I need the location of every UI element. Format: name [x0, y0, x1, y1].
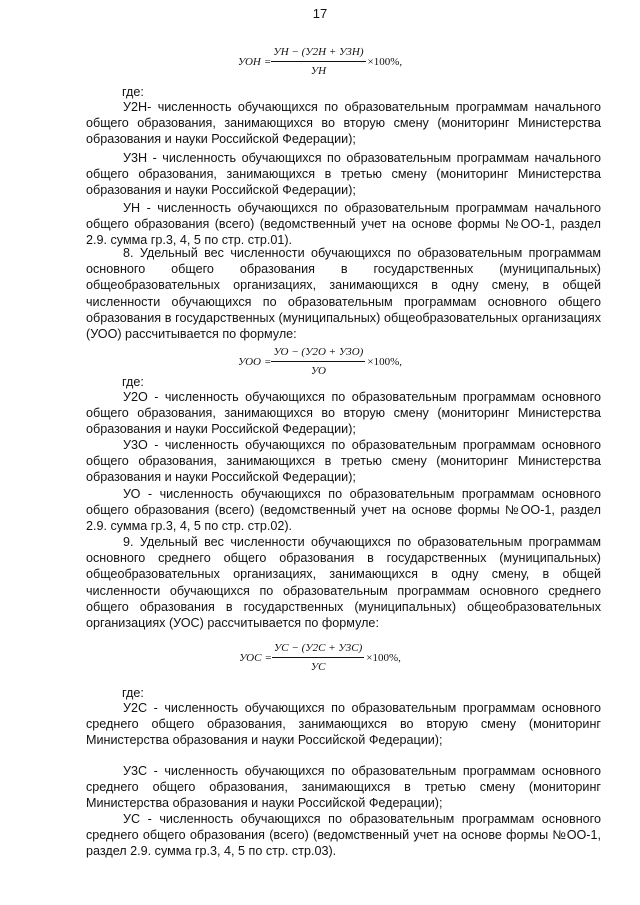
definition-uo: УО - численность обучающихся по образовательным программам основного общего образования (всего) (ведомственный учет на основе формы №ОО-1, раздел 2.9. сумма гр.3, 4, 5 по стр. стр.02). — [86, 487, 601, 534]
formula-tail: ×100%, — [366, 651, 401, 664]
where-label: где: — [122, 85, 144, 99]
formula-lhs: УОС — [239, 651, 262, 664]
definition-un: УН - численность обучающихся по образовательным программам начального общего образования (всего) (ведомственный учет на основе формы №ОО-1, раздел 2.9. сумма гр.3, 4, 5 по стр. стр.01). — [86, 201, 601, 248]
where-label: где: — [122, 375, 144, 389]
definition-us: УС - численность обучающихся по образовательным программам основного среднего общего образования (всего) (ведомственный учет на основе формы №ОО-1, раздел 2.9. сумма гр.3, 4, 5 по стр. стр.03). — [86, 812, 601, 859]
formula-denominator: УО — [310, 365, 326, 378]
definition-u3s: У3С - численность обучающихся по образовательным программам основного среднего общего образования, занимающихся в третью смену (мониторинг Министерства образования и науки Российской Федерации); — [86, 764, 601, 811]
formula-lhs: УОН — [237, 55, 261, 68]
page-number: 17 — [312, 6, 328, 21]
formula-equals: = — [264, 651, 272, 664]
formula-fraction — [271, 44, 365, 79]
formula-lhs: УОО — [238, 355, 261, 368]
formula-equals: = — [264, 355, 272, 368]
formula-tail: ×100%, — [367, 355, 402, 368]
formula-denominator: УН — [310, 65, 327, 78]
paragraph-item-8: 8. Удельный вес численности обучающихся по образовательным программам основного общего образования в государственных (муниципальных) общеобразовательных организациях, занимающихся в одну смену, в общей численности обучающихся по образовательным программам основного общего образования в государственных (муниципальных) общеобразовательных организациях (УОО) рассчитывается по формуле: — [86, 246, 601, 342]
definition-u2n: У2Н- численность обучающихся по образовательным программам начального общего образования, занимающихся во вторую смену (мониторинг Министерства образования и науки Российской Федерации); — [86, 100, 601, 147]
where-label: где: — [122, 686, 144, 700]
definition-u3n: У3Н - численность обучающихся по образовательным программам начального общего образования, занимающихся в третью смену (мониторинг Министерства образования и науки Российской Федерации); — [86, 151, 601, 198]
definition-u2o: У2О - численность обучающихся по образовательным программам основного общего образования, занимающихся во вторую смену (мониторинг Министерства образования и науки Российской Федерации); — [86, 390, 601, 437]
formula-denominator: УС — [310, 661, 326, 674]
formula-numerator: УО − (У2О + У3О) — [271, 344, 365, 362]
definition-u2s: У2С - численность обучающихся по образовательным программам основного среднего общего образования, занимающихся во вторую смену (мониторинг Министерства образования и науки Российской Федерации); — [86, 701, 601, 748]
formula-tail: ×100%, — [367, 55, 403, 68]
definition-u3o: У3О - численность обучающихся по образовательным программам основного общего образования, занимающихся в третью смену (мониторинг Министерства образования и науки Российской Федерации); — [86, 438, 601, 485]
formula-fraction — [272, 640, 364, 675]
formula-fraction — [271, 344, 365, 379]
formula-uos — [0, 640, 640, 675]
formula-numerator: УС − (У2С + У3С) — [272, 640, 364, 658]
formula-equals: = — [263, 55, 272, 68]
paragraph-item-9: 9. Удельный вес численности обучающихся по образовательным программам основного среднего общего образования в государственных (муниципальных) общеобразовательных организациях, занимающихся в одну смену, в общей численности обучающихся по образовательным программам основного среднего общего образования в государственных (муниципальных) общеобразовательных организациях (УОС) рассчитывается по формуле: — [86, 535, 601, 631]
formula-uoo — [0, 344, 640, 379]
formula-uon — [0, 44, 640, 79]
formula-numerator: УН − (У2Н + У3Н) — [271, 44, 365, 62]
